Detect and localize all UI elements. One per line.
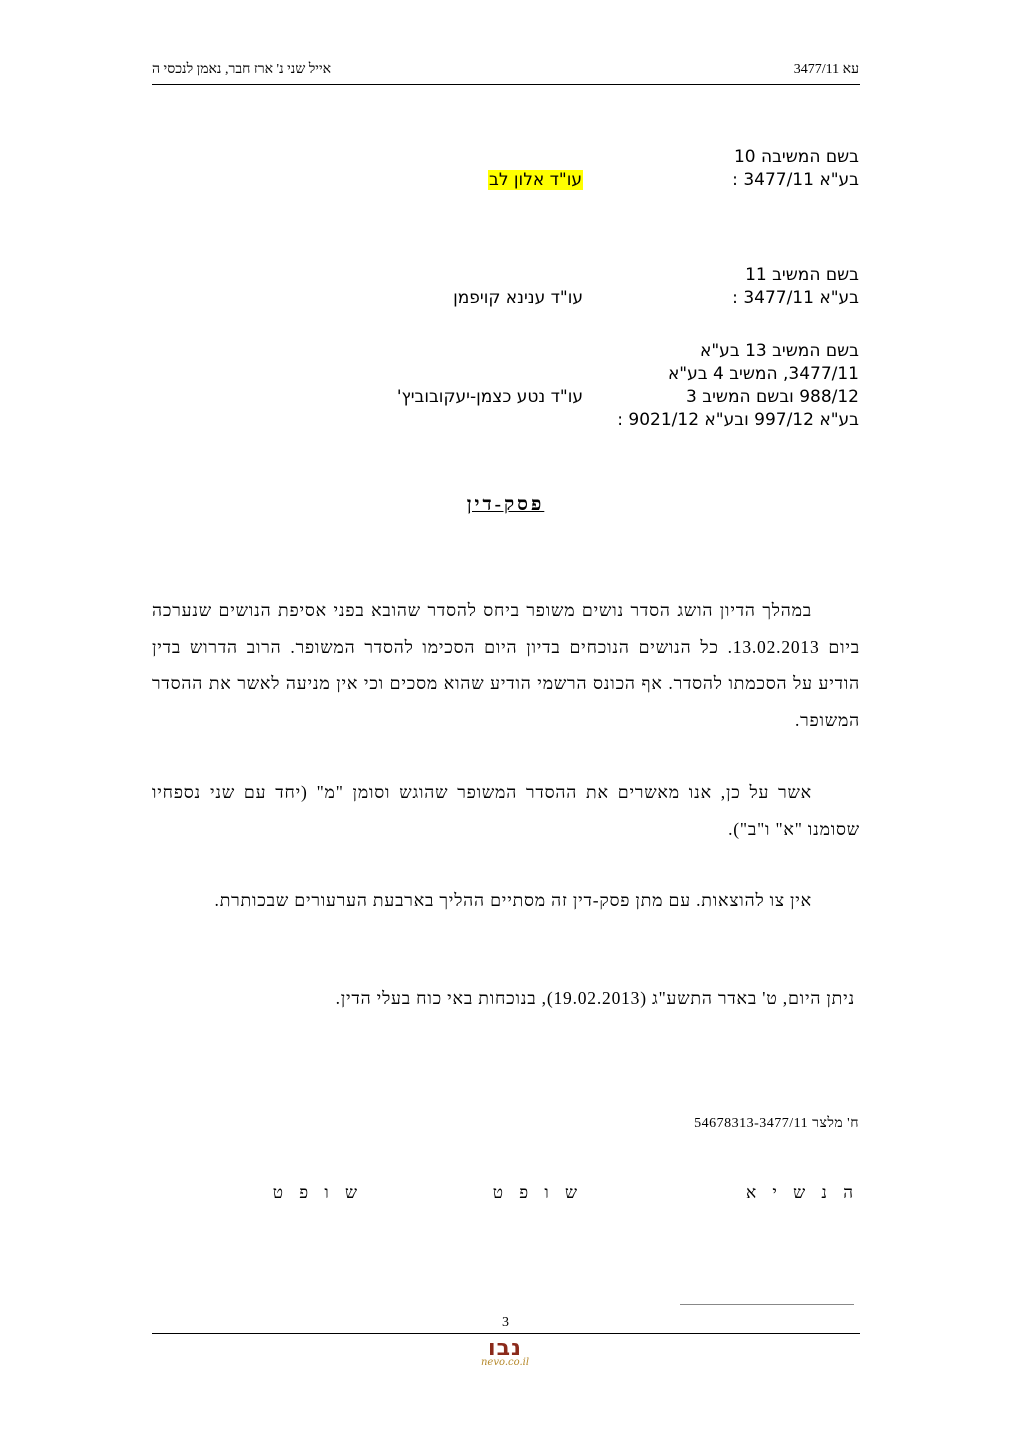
party-3-line-4: בע"א 997/12 ובע"א 9021/12 : <box>617 410 859 430</box>
page-number: 3 <box>502 1315 509 1330</box>
party-1-line-2: בע"א 3477/11 : <box>732 170 859 190</box>
paragraph-2-text: אשר על כן, אנו מאשרים את ההסדר המשופר שהוגש וסומן "מ" (יחד עם שני נספחיו שסומנו "א" ו"ב"). <box>152 782 860 839</box>
nevo-logo-sub: nevo.co.il <box>480 1357 530 1368</box>
header-case-title: אייל שני נ' ארז חבר, נאמן לנכסי ה <box>152 62 332 77</box>
party-1-lawyer-name: עו"ד אלון לב <box>489 170 582 190</box>
header-divider <box>152 84 860 85</box>
paragraph-1 <box>152 592 860 738</box>
paragraph-1-text: במהלך הדיון הושג הסדר נושים משופר ביחס להסדר שהובא בפני אסיפת הנושים שנערכה ביום 13.02.2013. כל הנושים הנוכחים בדיון היום הסכימו להסדר המשופר. הרוב הדרוש בדין הודיע על הסכמתו להסדר. אף הכונס הרשמי הודיע שהוא מסכים וכי אין מניעה לאשר את ההסדר המשופר. <box>152 600 861 730</box>
party-2-line-2: בע"א 3477/11 : <box>732 288 859 308</box>
party-3-line-1: בשם המשיב 13 בע"א <box>700 341 859 361</box>
party-1-line-1: בשם המשיבה 10 <box>733 147 859 167</box>
party-2-line-1: בשם המשיב 11 <box>745 265 859 285</box>
header-case-number: עא 3477/11 <box>793 62 859 77</box>
paragraph-2 <box>152 774 860 847</box>
party-3-line-2: 3477/11, המשיב 4 בע"א <box>667 364 859 384</box>
paragraph-3 <box>152 882 860 919</box>
nevo-logo <box>465 1336 545 1368</box>
document-title <box>0 494 1011 516</box>
party-3-line-3: 988/12 ובשם המשיב 3 <box>686 387 859 407</box>
signature-judge-2: ש ו פ ט <box>272 1183 363 1202</box>
signature-judge-1: ש ו פ ט <box>492 1183 583 1202</box>
footer-divider <box>152 1333 860 1334</box>
party-block-1 <box>732 146 859 192</box>
party-2-lawyer: עו"ד ענינא קויפמן <box>453 288 583 308</box>
paragraph-3-text: אין צו להוצאות. עם מתן פסק-דין זה מסתיים ההליך בארבעת הערעורים שבכותרת. <box>214 890 812 910</box>
footnote-divider <box>680 1304 854 1305</box>
party-block-2 <box>732 264 859 310</box>
party-1-lawyer <box>488 169 583 192</box>
nevo-logo-main: נבו <box>488 1336 522 1361</box>
given-date-line: ניתן היום, ט' באדר התשע"ג (19.02.2013), בנוכחות באי כוח בעלי הדין. <box>335 988 855 1008</box>
signature-president: ה נ ש י א <box>745 1183 859 1202</box>
file-reference: ח' מלצר 54678313-3477/11 <box>694 1116 859 1131</box>
document-title-text: פסק-דין <box>466 494 545 515</box>
party-3-lawyer: עו"ד נטע כצמן-יעקובוביץ' <box>396 387 583 407</box>
party-block-3 <box>617 340 859 432</box>
